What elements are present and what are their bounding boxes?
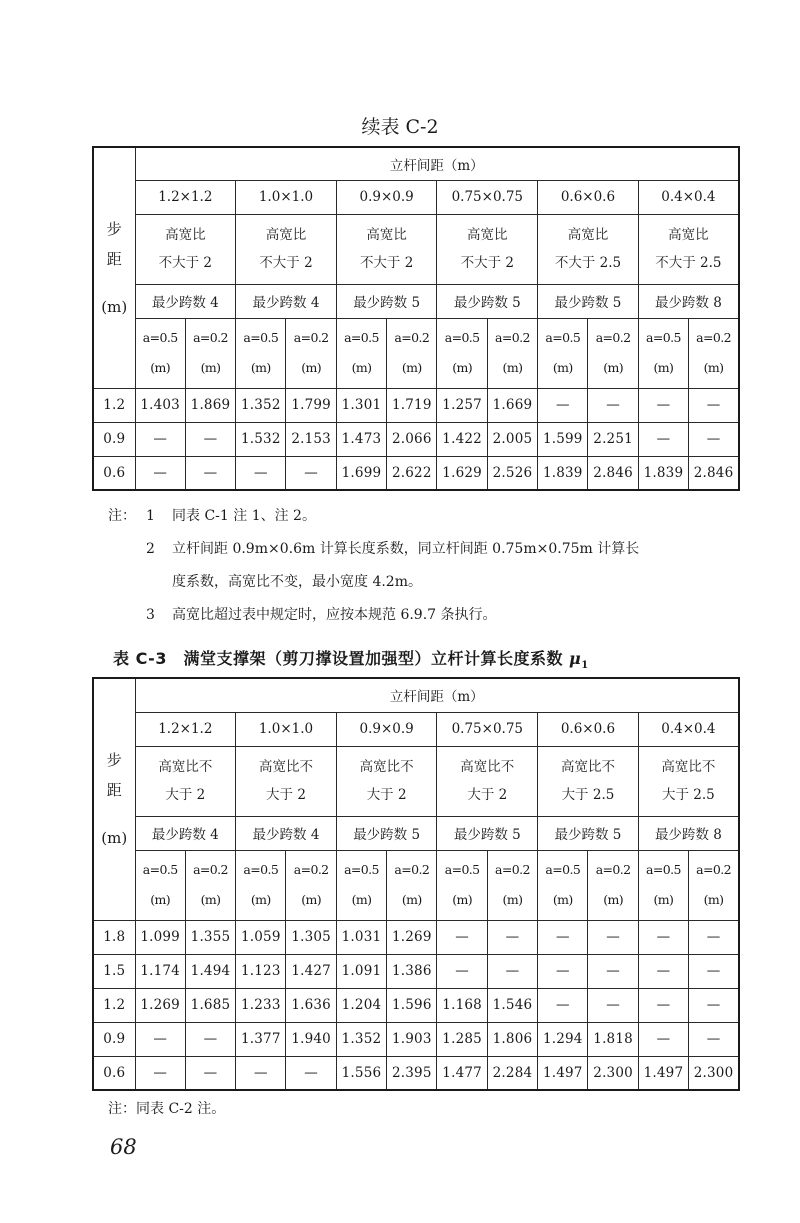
- coefficient-cell: 1.685: [185, 988, 235, 1022]
- coefficient-cell: 1.301: [336, 388, 386, 422]
- table-c3-caption-text: 表 C-3 满堂支撑架（剪刀撑设置加强型）立杆计算长度系数: [113, 649, 563, 668]
- unit-label: (m): [150, 360, 171, 375]
- min-spans-cell: 最少跨数 4: [236, 284, 337, 318]
- coefficient-cell: 1.257: [437, 388, 487, 422]
- step-header-unit: (m): [101, 829, 128, 848]
- step-header-char: 距: [106, 781, 122, 800]
- coefficient-cell: 1.123: [236, 954, 286, 988]
- table-row: [93, 388, 739, 422]
- ratio-cell: [236, 746, 337, 816]
- coefficient-cell: 1.556: [336, 1056, 386, 1090]
- table-body: [93, 388, 739, 490]
- coefficient-cell: 1.629: [437, 456, 487, 490]
- coefficient-cell: 2.300: [689, 1056, 739, 1090]
- a-label-cell: [689, 850, 739, 920]
- unit-label: (m): [401, 360, 422, 375]
- spacing-cell: 0.75×0.75: [437, 712, 538, 746]
- ratio-line: 大于 2: [366, 787, 407, 803]
- a-value: a=0.5: [142, 862, 178, 877]
- ratio-line: 高宽比不: [460, 759, 515, 775]
- unit-label: (m): [401, 892, 422, 907]
- coefficient-cell: 1.427: [286, 954, 336, 988]
- unit-label: (m): [150, 892, 171, 907]
- coefficient-cell: 1.903: [387, 1022, 437, 1056]
- coefficient-cell: 1.799: [286, 388, 336, 422]
- coefficient-cell: 2.395: [387, 1056, 437, 1090]
- ratio-line: 不大于 2: [359, 255, 414, 271]
- a-label-cell: [437, 850, 487, 920]
- ratio-line: 高宽比不: [258, 759, 313, 775]
- a-value: a=0.2: [293, 330, 329, 345]
- spacing-cell: 0.4×0.4: [638, 180, 739, 214]
- coefficient-cell: 1.818: [588, 1022, 638, 1056]
- table-body: [93, 920, 739, 1090]
- coefficient-cell: 1.669: [487, 388, 537, 422]
- min-spans-cell: 最少跨数 5: [538, 816, 639, 850]
- a-label-cell: [538, 850, 588, 920]
- unit-label: (m): [301, 360, 322, 375]
- table-row: [93, 954, 739, 988]
- a-value: a=0.2: [394, 862, 430, 877]
- coefficient-cell: 1.377: [236, 1022, 286, 1056]
- note-number: 1: [146, 508, 155, 524]
- note-text: 高宽比超过表中规定时，应按本规范 6.9.7 条执行。: [172, 607, 497, 623]
- coefficient-cell: 1.285: [437, 1022, 487, 1056]
- a-label-cell: [286, 318, 336, 388]
- coefficient-cell: —: [638, 422, 688, 456]
- coefficient-cell: —: [638, 920, 688, 954]
- a-value: a=0.2: [696, 330, 731, 345]
- coefficient-cell: —: [689, 388, 739, 422]
- step-value: 0.9: [93, 1022, 135, 1056]
- coefficient-cell: 2.300: [588, 1056, 638, 1090]
- coefficient-cell: 1.494: [185, 954, 235, 988]
- a-value: a=0.5: [545, 330, 581, 345]
- coefficient-cell: 1.473: [336, 422, 386, 456]
- min-spans-cell: 最少跨数 4: [135, 816, 236, 850]
- unit-label: (m): [603, 360, 624, 375]
- step-header-char: 步: [106, 751, 122, 770]
- coefficient-cell: 1.269: [387, 920, 437, 954]
- ratio-cell: [638, 746, 739, 816]
- table-c3-caption: [113, 646, 589, 671]
- coefficient-cell: 1.497: [638, 1056, 688, 1090]
- ratio-line: 不大于 2: [460, 255, 514, 271]
- spacing-header: 立杆间距（m）: [135, 678, 739, 712]
- step-header: [93, 678, 135, 920]
- coefficient-cell: 1.174: [135, 954, 185, 988]
- step-header: [93, 147, 135, 388]
- spacing-cell: 0.6×0.6: [538, 180, 639, 214]
- coefficient-cell: 1.477: [437, 1056, 487, 1090]
- ratio-cell: [135, 746, 236, 816]
- table-row: [93, 422, 739, 456]
- unit-label: (m): [301, 892, 322, 907]
- spacing-cell: 0.9×0.9: [336, 180, 437, 214]
- coefficient-cell: —: [286, 1056, 336, 1090]
- mu-symbol: $\mu_1$: [569, 649, 589, 672]
- coefficient-cell: 1.806: [487, 1022, 537, 1056]
- table-c3-note: 注：同表 C-2 注。: [108, 1101, 226, 1117]
- step-header-char: 步: [106, 219, 122, 238]
- note-text: 同表 C-1 注 1、注 2。: [172, 508, 316, 524]
- coefficient-cell: —: [538, 954, 588, 988]
- ratio-line: 高宽比: [265, 227, 307, 243]
- coefficient-cell: —: [135, 1022, 185, 1056]
- coefficient-cell: —: [236, 1056, 286, 1090]
- ratio-line: 不大于 2: [259, 255, 313, 271]
- ratio-cell: [538, 214, 639, 284]
- a-value: a=0.2: [293, 862, 329, 877]
- coefficient-cell: —: [185, 1022, 235, 1056]
- coefficient-cell: 1.940: [286, 1022, 336, 1056]
- step-header-char: 距: [106, 249, 122, 268]
- min-spans-cell: 最少跨数 8: [638, 816, 739, 850]
- unit-label: (m): [200, 892, 221, 907]
- spacing-cell: 1.2×1.2: [135, 180, 236, 214]
- table-row: [93, 1056, 739, 1090]
- coefficient-cell: —: [689, 954, 739, 988]
- ratio-line: 高宽比: [668, 227, 709, 243]
- spacing-row: [93, 180, 739, 214]
- coefficient-cell: 1.699: [336, 456, 386, 490]
- coefficient-cell: 2.284: [487, 1056, 537, 1090]
- ratio-cell: [437, 746, 538, 816]
- coefficient-cell: 1.031: [336, 920, 386, 954]
- ratio-row: [93, 214, 739, 284]
- a-value: a=0.2: [495, 862, 530, 877]
- coefficient-cell: —: [638, 988, 688, 1022]
- coefficient-cell: 1.546: [487, 988, 537, 1022]
- ratio-cell: [538, 746, 639, 816]
- coefficient-cell: 1.233: [236, 988, 286, 1022]
- unit-label: (m): [250, 360, 271, 375]
- coefficient-cell: 2.846: [689, 456, 739, 490]
- spacing-cell: 0.9×0.9: [336, 712, 437, 746]
- coefficient-cell: 1.168: [437, 988, 487, 1022]
- step-value: 1.2: [93, 388, 135, 422]
- unit-label: (m): [502, 892, 523, 907]
- coefficient-cell: —: [236, 456, 286, 490]
- step-value: 0.6: [93, 456, 135, 490]
- coefficient-cell: 2.526: [487, 456, 537, 490]
- a-label-cell: [236, 318, 286, 388]
- a-label-row: [93, 850, 739, 920]
- coefficient-cell: 1.305: [286, 920, 336, 954]
- a-label-cell: [387, 850, 437, 920]
- a-label-cell: [588, 850, 638, 920]
- ratio-cell: [135, 214, 236, 284]
- coefficient-cell: —: [689, 422, 739, 456]
- coefficient-cell: —: [286, 456, 336, 490]
- coefficient-cell: —: [588, 954, 638, 988]
- unit-label: (m): [351, 892, 372, 907]
- a-label-cell: [336, 318, 386, 388]
- coefficient-cell: —: [588, 988, 638, 1022]
- a-label-cell: [437, 318, 487, 388]
- coefficient-cell: 1.403: [135, 388, 185, 422]
- ratio-line: 不大于 2.5: [655, 255, 722, 271]
- ratio-cell: [638, 214, 739, 284]
- a-label-row: [93, 318, 739, 388]
- coefficient-cell: —: [185, 1056, 235, 1090]
- a-value: a=0.2: [495, 330, 530, 345]
- min-spans-cell: 最少跨数 8: [638, 284, 739, 318]
- a-label-cell: [185, 850, 235, 920]
- a-value: a=0.5: [344, 330, 379, 345]
- min-spans-cell: 最少跨数 5: [336, 816, 437, 850]
- a-label-cell: [185, 318, 235, 388]
- a-value: a=0.5: [545, 862, 581, 877]
- coefficient-cell: —: [185, 422, 235, 456]
- coefficient-cell: 1.355: [185, 920, 235, 954]
- step-value: 1.8: [93, 920, 135, 954]
- ratio-line: 高宽比: [567, 227, 609, 243]
- table-c2-caption: 续表 C-2: [361, 116, 439, 138]
- ratio-line: 高宽比不: [661, 759, 716, 775]
- ratio-line: 大于 2.5: [662, 787, 715, 803]
- ratio-line: 不大于 2.5: [554, 255, 622, 271]
- coefficient-cell: 2.005: [487, 422, 537, 456]
- coefficient-cell: —: [689, 988, 739, 1022]
- coefficient-cell: 1.839: [638, 456, 688, 490]
- coefficient-cell: 1.204: [336, 988, 386, 1022]
- coefficient-cell: —: [689, 1022, 739, 1056]
- min-spans-cell: 最少跨数 5: [437, 284, 538, 318]
- unit-label: (m): [250, 892, 271, 907]
- ratio-line: 大于 2: [266, 787, 306, 803]
- ratio-cell: [236, 214, 337, 284]
- coefficient-cell: —: [185, 456, 235, 490]
- a-label-cell: [638, 318, 688, 388]
- a-value: a=0.5: [444, 862, 480, 877]
- coefficient-cell: —: [437, 954, 487, 988]
- a-label-cell: [336, 850, 386, 920]
- spacing-cell: 0.75×0.75: [437, 180, 538, 214]
- a-value: a=0.2: [595, 330, 631, 345]
- coefficient-cell: 1.091: [336, 954, 386, 988]
- min-spans-row: [93, 284, 739, 318]
- note-number: 3: [146, 607, 155, 623]
- coefficient-cell: —: [638, 954, 688, 988]
- coefficient-cell: —: [538, 988, 588, 1022]
- coefficient-cell: 1.869: [185, 388, 235, 422]
- coefficient-cell: 2.251: [588, 422, 638, 456]
- coefficient-cell: 1.294: [538, 1022, 588, 1056]
- a-value: a=0.5: [444, 330, 480, 345]
- table-c2: [92, 146, 740, 491]
- coefficient-cell: —: [588, 388, 638, 422]
- unit-label: (m): [200, 360, 221, 375]
- coefficient-cell: 1.719: [387, 388, 437, 422]
- ratio-line: 高宽比不: [158, 759, 213, 775]
- page-number: 68: [110, 1135, 137, 1159]
- ratio-cell: [336, 214, 437, 284]
- spacing-header: 立杆间距（m）: [135, 147, 739, 180]
- unit-label: (m): [552, 892, 573, 907]
- step-value: 0.6: [93, 1056, 135, 1090]
- unit-label: (m): [653, 360, 674, 375]
- note-text-continued: 度系数，高宽比不变，最小宽度 4.2m。: [172, 574, 422, 590]
- a-value: a=0.5: [243, 862, 279, 877]
- spacing-cell: 1.0×1.0: [236, 712, 337, 746]
- coefficient-cell: 1.099: [135, 920, 185, 954]
- step-value: 1.5: [93, 954, 135, 988]
- coefficient-cell: 1.599: [538, 422, 588, 456]
- ratio-cell: [336, 746, 437, 816]
- min-spans-cell: 最少跨数 5: [336, 284, 437, 318]
- ratio-line: 高宽比不: [359, 759, 414, 775]
- a-label-cell: [286, 850, 336, 920]
- coefficient-cell: 2.066: [387, 422, 437, 456]
- step-value: 0.9: [93, 422, 135, 456]
- a-value: a=0.2: [696, 862, 731, 877]
- a-label-cell: [135, 850, 185, 920]
- unit-label: (m): [653, 892, 674, 907]
- ratio-line: 高宽比: [467, 227, 508, 243]
- ratio-line: 大于 2: [467, 787, 508, 803]
- table-row: [93, 456, 739, 490]
- min-spans-cell: 最少跨数 4: [135, 284, 236, 318]
- min-spans-row: [93, 816, 739, 850]
- coefficient-cell: 1.386: [387, 954, 437, 988]
- spacing-cell: 0.6×0.6: [538, 712, 639, 746]
- coefficient-cell: 1.532: [236, 422, 286, 456]
- ratio-line: 大于 2: [165, 787, 206, 803]
- min-spans-cell: 最少跨数 5: [437, 816, 538, 850]
- a-value: a=0.2: [394, 330, 430, 345]
- coefficient-cell: 2.622: [387, 456, 437, 490]
- spacing-cell: 0.4×0.4: [638, 712, 739, 746]
- table-row: [93, 920, 739, 954]
- a-label-cell: [135, 318, 185, 388]
- a-label-cell: [588, 318, 638, 388]
- note-text: 立杆间距 0.9m×0.6m 计算长度系数，同立杆间距 0.75m×0.75m 计算长: [172, 541, 640, 557]
- coefficient-cell: 1.497: [538, 1056, 588, 1090]
- coefficient-cell: —: [135, 422, 185, 456]
- table-row: [93, 988, 739, 1022]
- a-label-cell: [236, 850, 286, 920]
- coefficient-cell: —: [638, 388, 688, 422]
- unit-label: (m): [351, 360, 372, 375]
- coefficient-cell: —: [638, 1022, 688, 1056]
- step-value: 1.2: [93, 988, 135, 1022]
- spacing-row: [93, 712, 739, 746]
- note-number: 2: [146, 541, 155, 557]
- table-c2-notes: [108, 500, 639, 632]
- ratio-line: 高宽比不: [560, 759, 615, 775]
- ratio-line: 高宽比: [165, 227, 206, 243]
- unit-label: (m): [552, 360, 573, 375]
- a-value: a=0.2: [193, 862, 228, 877]
- a-label-cell: [487, 318, 537, 388]
- a-label-cell: [487, 850, 537, 920]
- a-label-cell: [538, 318, 588, 388]
- a-value: a=0.5: [243, 330, 279, 345]
- coefficient-cell: 1.596: [387, 988, 437, 1022]
- step-header-unit: (m): [101, 297, 128, 316]
- ratio-line: 不大于 2: [158, 255, 213, 271]
- spacing-cell: 1.0×1.0: [236, 180, 337, 214]
- coefficient-cell: —: [437, 920, 487, 954]
- coefficient-cell: 1.352: [236, 388, 286, 422]
- a-label-cell: [689, 318, 739, 388]
- coefficient-cell: —: [538, 388, 588, 422]
- a-value: a=0.5: [344, 862, 379, 877]
- coefficient-cell: —: [689, 920, 739, 954]
- a-label-cell: [387, 318, 437, 388]
- coefficient-cell: 1.422: [437, 422, 487, 456]
- coefficient-cell: —: [588, 920, 638, 954]
- a-value: a=0.2: [193, 330, 228, 345]
- coefficient-cell: 1.636: [286, 988, 336, 1022]
- coefficient-cell: 1.059: [236, 920, 286, 954]
- unit-label: (m): [603, 892, 624, 907]
- unit-label: (m): [703, 892, 724, 907]
- coefficient-cell: 1.269: [135, 988, 185, 1022]
- ratio-cell: [437, 214, 538, 284]
- coefficient-cell: 2.846: [588, 456, 638, 490]
- coefficient-cell: —: [135, 456, 185, 490]
- a-value: a=0.5: [646, 862, 681, 877]
- coefficient-cell: 2.153: [286, 422, 336, 456]
- ratio-row: [93, 746, 739, 816]
- coefficient-cell: 1.352: [336, 1022, 386, 1056]
- ratio-line: 高宽比: [366, 227, 407, 243]
- table-row: [93, 1022, 739, 1056]
- coefficient-cell: —: [487, 954, 537, 988]
- spacing-cell: 1.2×1.2: [135, 712, 236, 746]
- unit-label: (m): [452, 360, 473, 375]
- unit-label: (m): [452, 892, 473, 907]
- a-value: a=0.2: [595, 862, 631, 877]
- table-c3: [92, 677, 740, 1091]
- min-spans-cell: 最少跨数 5: [538, 284, 639, 318]
- coefficient-cell: —: [538, 920, 588, 954]
- a-value: a=0.5: [142, 330, 178, 345]
- coefficient-cell: 1.839: [538, 456, 588, 490]
- unit-label: (m): [703, 360, 724, 375]
- a-label-cell: [638, 850, 688, 920]
- min-spans-cell: 最少跨数 4: [236, 816, 337, 850]
- unit-label: (m): [502, 360, 523, 375]
- coefficient-cell: —: [487, 920, 537, 954]
- ratio-line: 大于 2.5: [561, 787, 615, 803]
- notes-label: 注：: [108, 508, 136, 524]
- a-value: a=0.5: [646, 330, 681, 345]
- coefficient-cell: —: [135, 1056, 185, 1090]
